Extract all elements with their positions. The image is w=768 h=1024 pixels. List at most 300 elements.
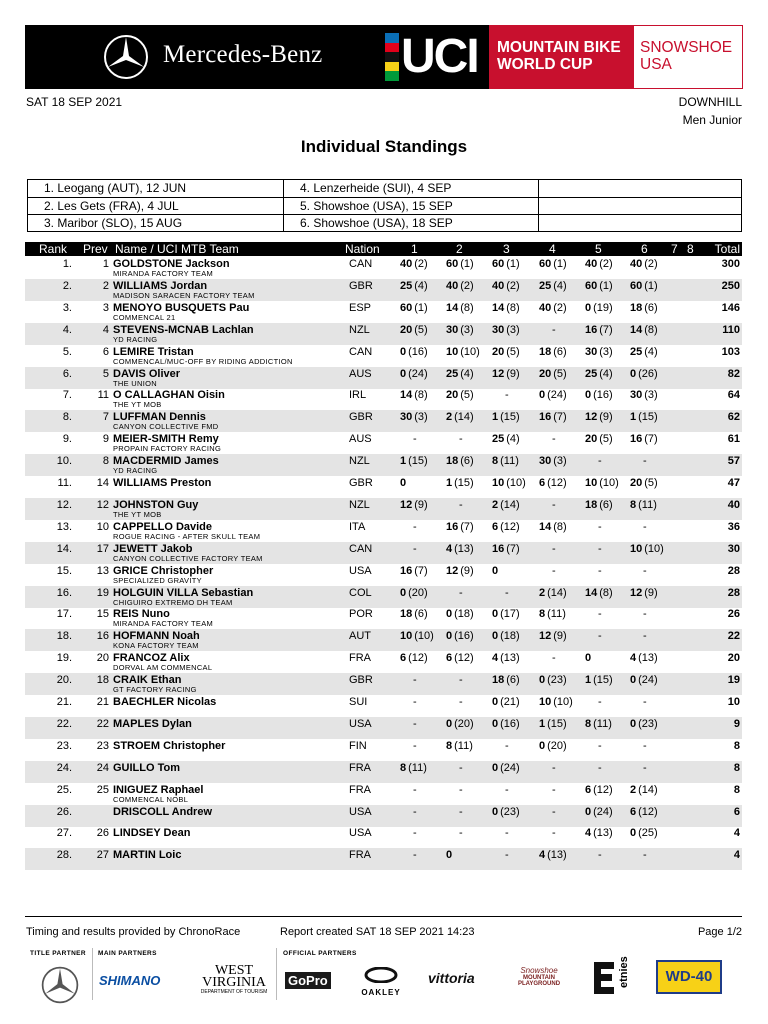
round-1-points xyxy=(400,762,427,774)
round-4-points xyxy=(552,543,556,555)
points-value: 40 xyxy=(539,301,552,314)
points-value: 16 xyxy=(539,411,552,424)
points-value: 60 xyxy=(585,279,598,292)
footer-divider xyxy=(25,916,742,917)
race-position: (6) xyxy=(553,345,567,358)
points-value: - xyxy=(598,630,602,643)
round-6-points xyxy=(630,587,658,599)
round-4-points xyxy=(539,740,567,752)
total-points: 40 xyxy=(727,498,740,511)
round-5-points xyxy=(598,455,602,467)
race-position: (3) xyxy=(553,455,567,468)
round-1-points xyxy=(400,389,428,401)
round-2-points xyxy=(446,849,452,861)
race-position: (12) xyxy=(500,520,520,533)
total-points: 146 xyxy=(721,301,740,314)
round-4-points xyxy=(539,389,567,401)
round-4-points xyxy=(552,565,556,577)
rank-cell: 20. xyxy=(56,674,72,687)
points-value: - xyxy=(598,520,602,533)
points-value: - xyxy=(598,564,602,577)
points-value: 4 xyxy=(446,542,453,555)
total-points: 9 xyxy=(733,717,740,730)
points-value: 20 xyxy=(630,477,643,489)
points-value: 0 xyxy=(585,805,592,818)
round-2-points xyxy=(459,674,463,686)
race-position: (4) xyxy=(644,345,658,358)
round-5-points xyxy=(585,827,613,839)
race-position: (8) xyxy=(599,586,613,599)
race-position: (16) xyxy=(454,630,474,643)
round-5-points xyxy=(598,565,602,577)
race-position: (5) xyxy=(506,345,520,358)
round-2-points xyxy=(446,652,474,664)
team-name: THE UNION xyxy=(113,378,157,388)
round-5-points xyxy=(585,652,591,664)
round-6-points xyxy=(643,608,647,620)
round-6-points xyxy=(630,346,658,358)
race-position: (6) xyxy=(644,301,658,314)
nation-cell: GBR xyxy=(349,411,373,424)
nation-cell: USA xyxy=(349,717,372,730)
round-4-points xyxy=(539,718,567,730)
race-position: (1) xyxy=(553,258,567,270)
points-value: - xyxy=(413,717,417,730)
points-value: 0 xyxy=(585,389,592,402)
prev-rank-cell: 2 xyxy=(102,279,109,292)
round-1-points xyxy=(400,368,428,380)
points-value: - xyxy=(598,608,602,621)
points-value: 0 xyxy=(630,674,637,687)
round-5-points xyxy=(585,587,613,599)
round-4-points xyxy=(539,280,567,292)
race-position: (2) xyxy=(644,258,658,270)
round-1-points xyxy=(413,521,417,533)
points-value: 1 xyxy=(446,477,453,489)
prev-rank-cell: 17 xyxy=(96,542,109,555)
points-value: - xyxy=(552,323,556,336)
round-6-points xyxy=(630,302,658,314)
wv-line1: WEST xyxy=(214,963,254,978)
points-value: 60 xyxy=(400,301,413,314)
round-5-points xyxy=(598,608,602,620)
title-partner-label: TITLE PARTNER xyxy=(30,950,86,957)
round-4-points xyxy=(539,258,567,270)
race-position: (7) xyxy=(460,520,474,533)
round-2-points xyxy=(459,762,463,774)
race-position: (14) xyxy=(638,783,658,796)
round-5-points xyxy=(585,302,613,314)
points-value: 40 xyxy=(400,258,413,270)
points-value: - xyxy=(552,761,556,774)
race-position: (11) xyxy=(500,455,519,468)
round-6-points xyxy=(630,389,658,401)
round-1-points xyxy=(400,652,428,664)
round-4: 4. Lenzerheide (SUI), 4 SEP xyxy=(284,180,538,198)
rank-cell: 6. xyxy=(62,367,72,380)
race-position: (3) xyxy=(414,411,428,424)
partner-divider xyxy=(276,948,277,1000)
nation-cell: FRA xyxy=(349,652,371,665)
table-row xyxy=(25,323,742,345)
points-value: 0 xyxy=(630,827,637,840)
total-points: 8 xyxy=(733,761,740,774)
round-1-points xyxy=(400,455,428,467)
points-value: - xyxy=(552,498,556,511)
table-row xyxy=(25,432,742,454)
round-5-points xyxy=(585,433,613,445)
round-4-points xyxy=(539,674,567,686)
round-1-points xyxy=(400,630,434,642)
prev-rank-cell: 25 xyxy=(96,783,109,796)
team-name: KONA FACTORY TEAM xyxy=(113,641,199,651)
round-6-points xyxy=(630,280,658,292)
points-value: 10 xyxy=(585,477,598,489)
points-value: 0 xyxy=(400,345,407,358)
round-1-points xyxy=(413,543,417,555)
points-value: 2 xyxy=(539,586,546,599)
race-position: (4) xyxy=(460,367,474,380)
round-3-points xyxy=(492,652,520,664)
points-value: 30 xyxy=(492,323,505,336)
points-value: 60 xyxy=(446,258,459,270)
nation-cell: GBR xyxy=(349,674,373,687)
race-position: (26) xyxy=(638,367,658,380)
race-position: (9) xyxy=(553,630,567,643)
rank-cell: 12. xyxy=(56,498,72,511)
points-value: 4 xyxy=(585,827,592,840)
nation-cell: USA xyxy=(349,564,372,577)
event-date: SAT 18 SEP 2021 xyxy=(26,95,123,109)
race-position: (3) xyxy=(644,389,658,402)
points-value: 0 xyxy=(446,849,453,862)
round-4-points xyxy=(552,762,556,774)
points-value: 6 xyxy=(630,805,637,818)
etnies-logo xyxy=(592,956,642,996)
team-name: YD RACING xyxy=(113,334,158,344)
round-2-points xyxy=(446,455,474,467)
prev-rank-cell: 4 xyxy=(102,323,109,336)
round-2-points xyxy=(446,324,474,336)
points-value: 18 xyxy=(400,608,413,621)
round-3-points xyxy=(505,849,509,861)
race-position: (7) xyxy=(506,542,520,555)
nation-cell: GBR xyxy=(349,279,373,292)
race-position: (24) xyxy=(547,389,567,402)
nation-cell: FRA xyxy=(349,761,371,774)
points-value: - xyxy=(598,849,602,862)
rider-name: WILLIAMS Jordan xyxy=(113,279,208,292)
table-row xyxy=(25,476,742,498)
points-value: 30 xyxy=(539,455,552,468)
points-value: - xyxy=(598,761,602,774)
total-points: 110 xyxy=(722,323,740,336)
col-r7: 7 xyxy=(671,242,678,256)
rider-name: GUILLO Tom xyxy=(113,761,181,774)
wd40-logo: WD-40 xyxy=(656,960,722,994)
rider-name: HOFMANN Noah xyxy=(113,630,200,643)
points-value: 40 xyxy=(492,279,505,292)
race-position: (7) xyxy=(414,564,428,577)
round-2-points xyxy=(446,368,474,380)
total-points: 4 xyxy=(733,849,740,862)
round-6-points xyxy=(630,652,658,664)
race-position: (19) xyxy=(593,301,613,314)
points-value: 12 xyxy=(539,630,552,643)
points-value: 16 xyxy=(492,542,505,555)
race-position: (5) xyxy=(460,389,474,402)
race-position: (17) xyxy=(500,608,520,621)
team-name: THE YT MOB xyxy=(113,400,162,410)
points-value: 18 xyxy=(585,498,598,511)
round-1-points xyxy=(413,696,417,708)
points-value: 40 xyxy=(446,279,459,292)
race-position: (12) xyxy=(638,805,658,818)
table-row xyxy=(25,717,742,739)
points-value: - xyxy=(643,696,647,708)
table-header xyxy=(25,242,742,256)
race-position: (23) xyxy=(500,805,520,818)
team-name: CANYON COLLECTIVE FMD xyxy=(113,422,219,432)
race-position: (13) xyxy=(547,849,567,862)
round-3-points xyxy=(492,696,520,708)
prev-rank-cell: 19 xyxy=(96,586,109,599)
points-value: 0 xyxy=(492,805,499,818)
nation-cell: NZL xyxy=(349,498,370,511)
round-3-points xyxy=(492,521,520,533)
points-value: - xyxy=(643,849,647,862)
round-2-points xyxy=(459,827,463,839)
points-value: 1 xyxy=(400,455,407,468)
rider-name: LUFFMAN Dennis xyxy=(113,411,206,424)
race-position: (16) xyxy=(593,389,613,402)
race-position: (8) xyxy=(460,301,474,314)
points-value: 10 xyxy=(400,630,413,643)
playground-line2: MOUNTAIN PLAYGROUND xyxy=(517,975,561,987)
points-value: 30 xyxy=(585,345,598,358)
rank-cell: 18. xyxy=(56,630,72,643)
col-r5: 5 xyxy=(595,242,602,256)
points-value: 8 xyxy=(492,455,499,468)
points-value: 18 xyxy=(630,301,643,314)
points-value: 6 xyxy=(400,652,407,665)
rank-cell: 21. xyxy=(56,696,72,708)
table-row xyxy=(25,739,742,761)
race-position: (3) xyxy=(506,323,520,336)
round-3-points xyxy=(492,280,520,292)
report-created: Report created SAT 18 SEP 2021 14:23 xyxy=(280,926,475,938)
points-value: - xyxy=(552,542,556,555)
round-1-points xyxy=(413,806,417,818)
round-5-points xyxy=(598,762,602,774)
round-3-points xyxy=(505,784,509,796)
prev-rank-cell: 18 xyxy=(96,674,109,687)
points-value: 6 xyxy=(446,652,453,665)
etnies-text: etnies xyxy=(618,956,630,988)
points-value: 8 xyxy=(630,498,637,511)
round-5-points xyxy=(598,740,602,752)
race-position: (24) xyxy=(408,367,428,380)
table-row xyxy=(25,279,742,301)
rider-name: STROEM Christopher xyxy=(113,739,226,752)
round-4-points xyxy=(552,324,556,336)
prev-rank-cell: 20 xyxy=(96,652,109,665)
rank-cell: 7. xyxy=(62,389,72,402)
round-1-points xyxy=(400,302,428,314)
prev-rank-cell: 1 xyxy=(102,258,109,270)
prev-rank-cell: 8 xyxy=(102,455,109,468)
prev-rank-cell: 24 xyxy=(96,761,109,774)
points-value: - xyxy=(459,805,463,818)
rank-cell: 11. xyxy=(57,477,72,489)
rank-cell: 8. xyxy=(62,411,72,424)
round-1-points xyxy=(400,258,428,270)
rider-name: MARTIN Loic xyxy=(113,849,182,862)
rank-cell: 2. xyxy=(62,279,72,292)
round-2-points xyxy=(459,433,463,445)
round-3-points xyxy=(505,827,509,839)
points-value: 0 xyxy=(539,674,546,687)
points-value: - xyxy=(413,696,417,708)
prev-rank-cell: 22 xyxy=(96,717,109,730)
team-name: MADISON SARACEN FACTORY TEAM xyxy=(113,290,255,300)
race-position: (1) xyxy=(460,258,474,270)
points-value: - xyxy=(413,739,417,752)
round-1: 1. Leogang (AUT), 12 JUN xyxy=(28,180,283,198)
points-value: 12 xyxy=(585,411,598,424)
round-2-points xyxy=(459,587,463,599)
round-2-points xyxy=(446,346,480,358)
round-5-points xyxy=(585,674,613,686)
rider-name: MENOYO BUSQUETS Pau xyxy=(113,301,250,314)
round-6-points xyxy=(630,827,658,839)
total-points: 19 xyxy=(727,674,740,687)
total-points: 47 xyxy=(727,477,740,489)
race-position: (21) xyxy=(500,696,520,708)
round-6-points xyxy=(630,674,658,686)
points-value: 0 xyxy=(446,717,453,730)
table-row xyxy=(25,607,742,629)
col-rank: Rank xyxy=(39,242,68,256)
round-4-points xyxy=(539,630,567,642)
race-position: (1) xyxy=(414,301,428,314)
wv-line2: VIRGINIA xyxy=(202,975,266,990)
points-value: - xyxy=(459,783,463,796)
event-line2: WORLD CUP xyxy=(497,56,593,73)
points-value: 1 xyxy=(492,411,499,424)
page-title: Individual Standings xyxy=(300,137,468,156)
total-points: 30 xyxy=(727,542,740,555)
timing-credit: Timing and results provided by ChronoRace xyxy=(26,926,241,938)
points-value: 6 xyxy=(539,477,546,489)
points-value: - xyxy=(552,564,556,577)
round-6-points xyxy=(643,740,647,752)
race-position: (10) xyxy=(460,345,480,358)
total-points: 82 xyxy=(727,367,740,380)
round-3-points xyxy=(492,565,498,577)
round-2-points xyxy=(446,280,474,292)
total-points: 8 xyxy=(733,739,740,752)
round-6-points xyxy=(630,258,658,270)
round-6-points xyxy=(643,521,647,533)
main-partners-label: MAIN PARTNERS xyxy=(98,950,157,957)
table-row xyxy=(25,542,742,564)
round-1-points xyxy=(400,411,428,423)
rank-cell: 22. xyxy=(56,717,72,730)
rider-name: O CALLAGHAN Oisin xyxy=(113,389,225,402)
points-value: - xyxy=(552,827,556,840)
col-r6: 6 xyxy=(641,242,648,256)
rider-name: MACDERMID James xyxy=(113,455,219,468)
round-3-points xyxy=(505,587,509,599)
total-points: 64 xyxy=(727,389,740,402)
points-value: 1 xyxy=(630,411,637,424)
points-value: 30 xyxy=(446,323,459,336)
total-points: 57 xyxy=(727,455,740,468)
points-value: 8 xyxy=(400,761,407,774)
points-value: 30 xyxy=(400,411,413,424)
rank-cell: 27. xyxy=(56,827,72,840)
round-4-points xyxy=(552,784,556,796)
total-points: 22 xyxy=(727,630,740,643)
race-position: (2) xyxy=(460,279,474,292)
round-1-points xyxy=(400,499,428,511)
round-3-points xyxy=(505,389,509,401)
race-position: (5) xyxy=(414,323,428,336)
round-1-points xyxy=(413,718,417,730)
round-5: 5. Showshoe (USA), 15 SEP xyxy=(284,198,538,216)
points-value: - xyxy=(413,783,417,796)
points-value: 60 xyxy=(492,258,505,270)
points-value: - xyxy=(459,827,463,840)
race-position: (7) xyxy=(553,411,567,424)
oakley-logo xyxy=(352,967,410,997)
race-position: (14) xyxy=(454,411,474,424)
round-4-points xyxy=(552,827,556,839)
points-value: 25 xyxy=(539,279,552,292)
points-value: 16 xyxy=(630,433,643,446)
points-value: 14 xyxy=(630,323,643,336)
points-value: - xyxy=(643,761,647,774)
race-position: (23) xyxy=(638,717,658,730)
points-value: - xyxy=(552,783,556,796)
round-2-points xyxy=(446,521,474,533)
race-position: (12) xyxy=(547,477,567,489)
race-position: (24) xyxy=(638,674,658,687)
rank-cell: 9. xyxy=(62,433,72,446)
uci-rainbow-bars xyxy=(385,33,399,81)
discipline: DOWNHILL xyxy=(678,95,742,109)
team-name: COMMENCAL/MUC-OFF BY RIDING ADDICTION xyxy=(113,356,293,366)
prev-rank-cell: 26 xyxy=(96,827,109,840)
round-2-points xyxy=(446,258,474,270)
round-4-points xyxy=(539,849,567,861)
table-row xyxy=(25,695,742,717)
points-value: - xyxy=(643,455,647,468)
rank-cell: 3. xyxy=(62,301,72,314)
prev-rank-cell: 9 xyxy=(102,433,109,446)
race-position: (6) xyxy=(414,608,428,621)
points-value: - xyxy=(459,674,463,687)
points-value: 14 xyxy=(446,301,459,314)
round-1-points xyxy=(413,784,417,796)
rider-name: FRANCOZ Alix xyxy=(113,652,190,665)
col-total: Total xyxy=(714,242,740,256)
prev-rank-cell: 15 xyxy=(96,608,109,621)
round-2-points xyxy=(446,565,474,577)
race-position: (24) xyxy=(500,761,520,774)
points-value: 10 xyxy=(539,696,552,708)
